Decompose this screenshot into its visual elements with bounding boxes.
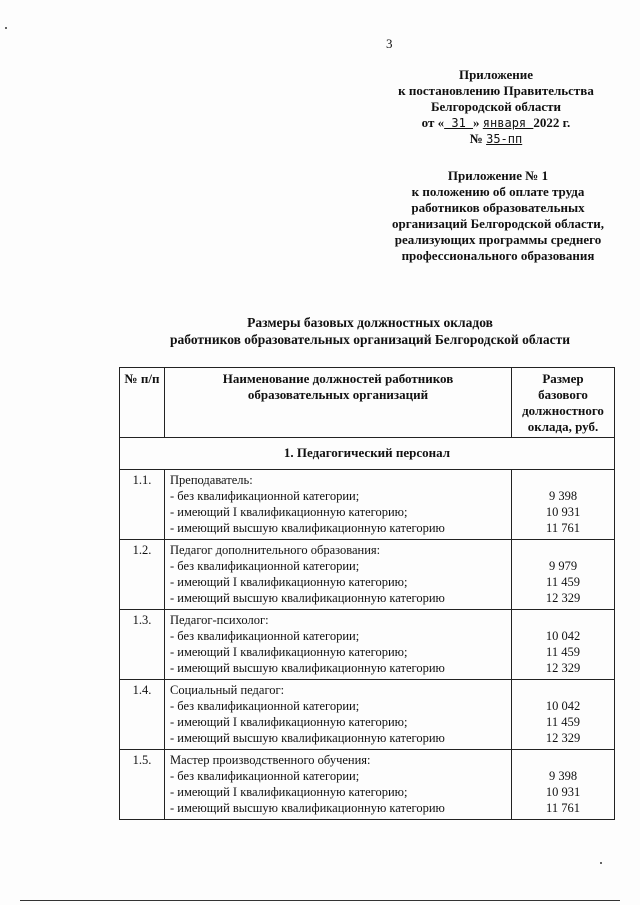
- row-number: 1.2.: [120, 540, 165, 610]
- salary-cell: [512, 680, 615, 750]
- category-item: - без квалификационной категории;: [170, 559, 360, 573]
- scan-speck: [600, 862, 602, 864]
- table-row: [120, 470, 615, 540]
- salary-cell: [512, 750, 615, 820]
- salary-value: 9 398: [548, 489, 578, 503]
- decree-appendix-header: [380, 67, 612, 147]
- decree-date: [380, 115, 612, 131]
- date-mid: »: [473, 115, 483, 130]
- category-item: - без квалификационной категории;: [170, 699, 360, 713]
- table-header-row: [120, 368, 615, 438]
- salary-value: 9 398: [548, 769, 578, 783]
- header-salary-line-1: Размер: [542, 371, 584, 386]
- category-item: - без квалификационной категории;: [170, 769, 360, 783]
- title-line-2: работников образовательных организаций Белгородской области: [170, 332, 570, 347]
- category-item: - имеющий I квалификационную категорию;: [170, 575, 408, 589]
- appendix-label: Приложение: [458, 67, 534, 82]
- section-title: 1. Педагогический персонал: [120, 438, 615, 470]
- date-day: 31: [444, 116, 474, 130]
- decree-reference: к постановлению Правительства: [398, 83, 594, 98]
- position-cell: [165, 610, 512, 680]
- regulation-line-1: к положению об оплате труда: [411, 184, 585, 199]
- position-title: Мастер производственного обучения:: [170, 753, 371, 767]
- salary-value: 12 329: [545, 661, 581, 675]
- regulation-appendix-header: [378, 168, 618, 264]
- category-item: - имеющий высшую квалификационную категорию: [170, 731, 445, 745]
- category-item: - без квалификационной категории;: [170, 629, 360, 643]
- salary-value: 9 979: [548, 559, 578, 573]
- header-salary-line-3: должностного: [522, 403, 604, 418]
- salary-value: 10 042: [545, 699, 581, 713]
- regulation-line-3: организаций Белгородской области,: [392, 216, 604, 231]
- salary-value: 11 761: [546, 801, 580, 815]
- header-salary-line-4: оклада, руб.: [527, 419, 599, 434]
- header-position: [165, 368, 512, 438]
- decree-number: [380, 131, 612, 147]
- salary-value: 11 761: [546, 521, 580, 535]
- table-row: [120, 540, 615, 610]
- number-value: 35-пп: [486, 132, 523, 146]
- category-item: - имеющий I квалификационную категорию;: [170, 645, 408, 659]
- position-title: Педагог-психолог:: [170, 613, 269, 627]
- regulation-line-2: работников образовательных: [411, 200, 585, 215]
- position-cell: [165, 680, 512, 750]
- date-month: января: [482, 116, 534, 130]
- section-row: [120, 438, 615, 470]
- category-item: - без квалификационной категории;: [170, 489, 360, 503]
- position-title: Педагог дополнительного образования:: [170, 543, 381, 557]
- table-row: [120, 680, 615, 750]
- category-item: - имеющий высшую квалификационную категорию: [170, 661, 445, 675]
- region-name: Белгородской области: [430, 99, 562, 114]
- header-position-line-1: Наименование должностей работников: [222, 371, 454, 386]
- row-number: 1.1.: [120, 470, 165, 540]
- scan-speck: [5, 27, 7, 29]
- category-item: - имеющий высшую квалификационную категорию: [170, 591, 445, 605]
- salary-cell: [512, 540, 615, 610]
- document-title: [150, 314, 590, 348]
- category-item: - имеющий I квалификационную категорию;: [170, 785, 408, 799]
- row-number: 1.4.: [120, 680, 165, 750]
- salary-value: 11 459: [546, 645, 580, 659]
- regulation-line-5: профессионального образования: [401, 248, 595, 263]
- header-number: № п/п: [120, 368, 165, 438]
- row-number: 1.5.: [120, 750, 165, 820]
- category-item: - имеющий высшую квалификационную категорию: [170, 521, 445, 535]
- title-line-1: Размеры базовых должностных окладов: [247, 315, 493, 330]
- regulation-line-4: реализующих программы среднего: [394, 232, 602, 247]
- date-prefix: от «: [421, 115, 445, 130]
- salary-cell: [512, 610, 615, 680]
- salary-value: 10 931: [545, 505, 581, 519]
- table-row: [120, 750, 615, 820]
- category-item: - имеющий высшую квалификационную категорию: [170, 801, 445, 815]
- salary-cell: [512, 470, 615, 540]
- salary-value: 12 329: [545, 731, 581, 745]
- salary-table: [119, 367, 615, 820]
- salary-value: 10 931: [545, 785, 581, 799]
- position-title: Социальный педагог:: [170, 683, 285, 697]
- number-prefix: №: [469, 131, 487, 146]
- category-item: - имеющий I квалификационную категорию;: [170, 505, 408, 519]
- table-row: [120, 610, 615, 680]
- position-cell: [165, 540, 512, 610]
- page-number: 3: [386, 36, 393, 51]
- salary-value: 11 459: [546, 575, 580, 589]
- date-year: 2022 г.: [533, 115, 571, 130]
- category-item: - имеющий I квалификационную категорию;: [170, 715, 408, 729]
- position-title: Преподаватель:: [170, 473, 253, 487]
- salary-value: 12 329: [545, 591, 581, 605]
- appendix-number: Приложение № 1: [447, 168, 549, 183]
- row-number: 1.3.: [120, 610, 165, 680]
- footer-rule: [20, 900, 620, 901]
- position-cell: [165, 470, 512, 540]
- salary-value: 10 042: [545, 629, 581, 643]
- position-cell: [165, 750, 512, 820]
- salary-value: 11 459: [546, 715, 580, 729]
- header-salary: [512, 368, 615, 438]
- header-salary-line-2: базового: [538, 387, 588, 402]
- header-position-line-2: образовательных организаций: [247, 387, 429, 402]
